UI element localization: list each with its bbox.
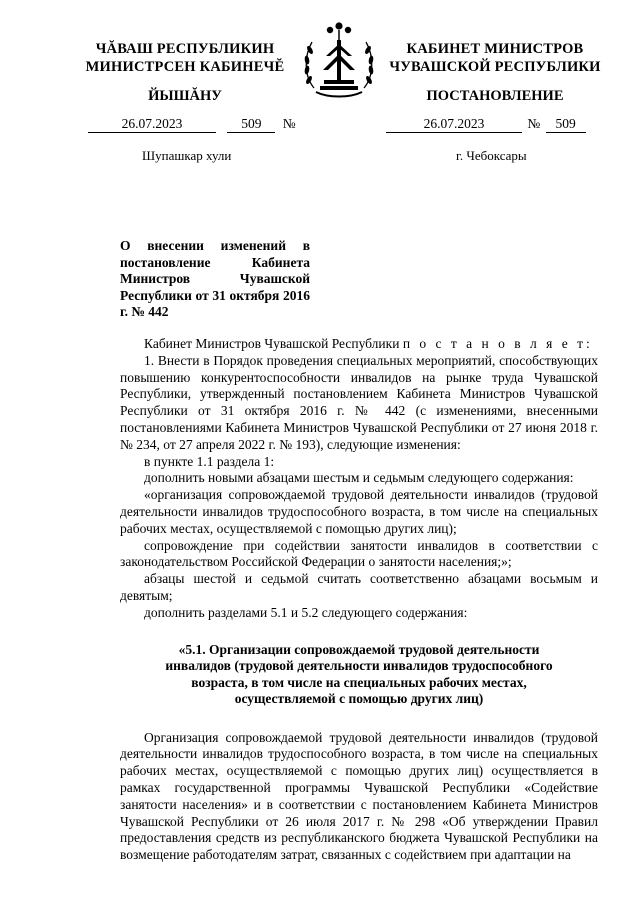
resolution-body: [120, 336, 598, 864]
date-row-right: [386, 116, 586, 133]
header-left-line-1: ЧĂВАШ РЕСПУБЛИКИН: [95, 41, 275, 57]
number-sign-left: №: [282, 116, 296, 131]
number-right: 509: [546, 116, 586, 133]
date-right: 26.07.2023: [386, 116, 522, 133]
body-paragraph-2: в пункте 1.1 раздела 1:: [144, 453, 275, 469]
header-left-line-2: МИНИСТРСЕН КАБИНЕЧĔ: [85, 59, 285, 75]
section-title: «5.1. Организации сопровождаемой трудовой деятельности инвалидов (трудовой деятельности инвалидов трудоспособного возраста, в том числе на специальных рабочих местах, осуществляемой с помощью других лиц): [165, 641, 553, 707]
body-intro-verb: п о с т а н о в л я е т:: [402, 336, 593, 351]
header-left-kind: ЙЫШĂНУ: [148, 88, 222, 104]
city-right: г. Чебоксары: [456, 148, 527, 163]
body-paragraph-7: дополнить разделами 5.1 и 5.2 следующего содержания:: [144, 604, 468, 620]
body-intro: [120, 336, 598, 353]
header-right-line-1: КАБИНЕТ МИНИСТРОВ: [406, 41, 584, 57]
body-paragraph-1: 1. Внести в Порядок проведения специальных мероприятий, способствующих повышению конкурентоспособности инвалидов на рынке труда Чувашской Республики, утвержденный постановлением Кабинета Министров Чувашской Республики от 31 октября 2016 г. № 442 (с изменениями, внесенными постановлениями Кабинета Министров Чувашской Республики от 27 июня 2018 г. № 234, от 27 апреля 2022 г. № 193), следующие изменения:: [120, 352, 598, 452]
number-sign-right: №: [527, 116, 541, 131]
body-paragraph-4: «организация сопровождаемой трудовой деятельности инвалидов (трудовой деятельности инвалидов трудоспособного возраста, в том числе на специальных рабочих местах, осуществляемой с помощью других лиц);: [120, 487, 598, 536]
resolution-subject: О внесении изменений в постановление Кабинета Министров Чувашской Республики от 31 октября 2016 г. № 442: [120, 238, 310, 319]
chuvash-emblem-icon: [296, 18, 382, 104]
body-paragraph-8: Организация сопровождаемой трудовой деятельности инвалидов (трудовой деятельности инвалидов трудоспособного возраста, в том числе на специальных рабочих местах, осуществляемой с помощью других лиц) осуществляется в рамках государственной программы Чувашской Республики «Содействие занятости населения» и в соответствии с постановлением Кабинета Министров Чувашской Республики от 26 июля 2017 г. № 298 «Об утверждении Правил предоставления средств из республиканского бюджета Чувашской Республики на возмещение работодателям затрат, связанных с содействием при адаптации на: [120, 729, 598, 863]
body-paragraph-6: абзацы шестой и седьмой считать соответственно абзацами восьмым и девятым;: [120, 571, 598, 603]
header-left-title: [70, 40, 300, 76]
header-right-line-2: ЧУВАШСКОЙ РЕСПУБЛИКИ: [389, 59, 601, 75]
city-left: Шупашкар хули: [142, 148, 232, 163]
body-paragraph-3: дополнить новыми абзацами шестым и седьмым следующего содержания:: [144, 470, 574, 486]
body-paragraph-5: сопровождение при содействии занятости инвалидов в соответствии с законодательством Российской Федерации о занятости населения;»;: [120, 537, 598, 570]
date-row-left: [88, 116, 296, 133]
date-left: 26.07.2023: [88, 116, 216, 133]
header-right-kind: ПОСТАНОВЛЕНИЕ: [426, 88, 564, 104]
number-left: 509: [227, 116, 275, 133]
body-intro-prefix: Кабинет Министров Чувашской Республики: [144, 336, 400, 351]
header-right-title: [380, 40, 610, 76]
